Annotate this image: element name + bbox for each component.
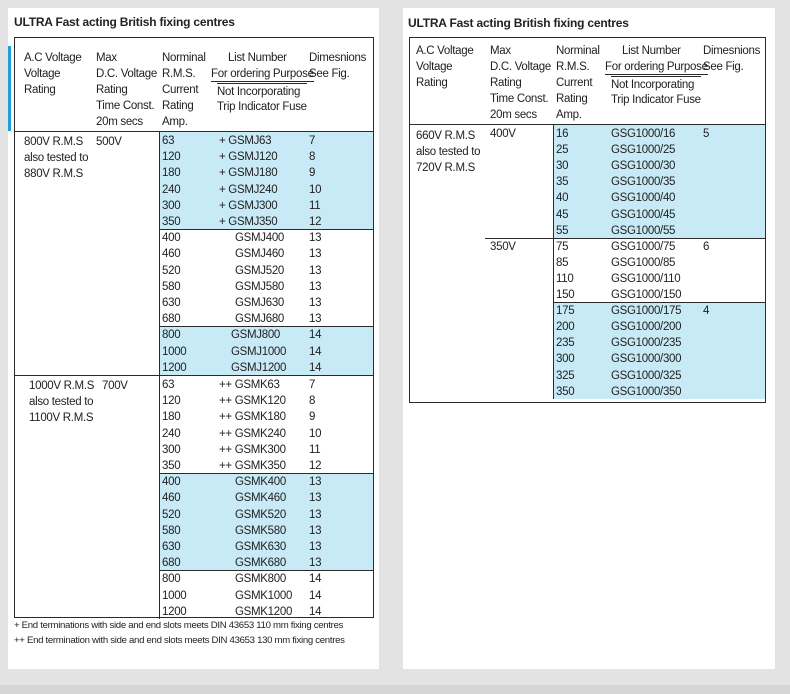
dimension-figure: 13 xyxy=(309,476,322,489)
current-rating: 1000 xyxy=(162,589,187,602)
table-row xyxy=(15,360,373,376)
table-row xyxy=(410,368,765,384)
table-row xyxy=(410,335,765,351)
table-row xyxy=(15,571,373,587)
current-rating: 40 xyxy=(556,192,569,205)
table-row xyxy=(410,351,765,367)
header-current-rating: Norminal R.M.S. Current Rating Amp. xyxy=(162,52,206,128)
dimension-figure: 14 xyxy=(309,329,322,342)
list-number: GSMK400 xyxy=(235,476,286,489)
current-rating: 25 xyxy=(556,144,569,157)
current-rating: 30 xyxy=(556,160,569,173)
table-row xyxy=(15,507,373,523)
list-number: GSMJ1200 xyxy=(231,361,287,374)
current-rating: 300 xyxy=(556,353,575,366)
list-number: + GSMJ120 xyxy=(219,151,278,164)
list-number: ++ GSMK240 xyxy=(219,427,286,440)
dc-voltage-rating: 700V xyxy=(102,380,128,392)
header-dc-voltage: Max D.C. Voltage Rating Time Const. 20m secs xyxy=(96,52,157,128)
header-current-rating: Norminal R.M.S. Current Rating Amp. xyxy=(556,45,600,121)
dimension-figure: 13 xyxy=(309,313,322,326)
table-row xyxy=(15,279,373,295)
table-row xyxy=(15,539,373,555)
current-rating: 520 xyxy=(162,508,181,521)
list-number: GSG1000/175 xyxy=(611,305,682,318)
current-rating: 680 xyxy=(162,557,181,570)
list-number: GSG1000/200 xyxy=(611,321,682,334)
current-rating: 16 xyxy=(556,128,569,140)
list-number: GSG1000/40 xyxy=(611,192,676,205)
current-rating: 180 xyxy=(162,411,181,424)
table-row xyxy=(15,377,373,393)
current-rating: 400 xyxy=(162,232,181,245)
current-rating: 800 xyxy=(162,329,181,342)
table-row xyxy=(15,604,373,620)
list-number: + GSMJ300 xyxy=(219,199,278,212)
list-number: GSG1000/16 xyxy=(611,128,676,140)
dimension-figure: 11 xyxy=(309,443,321,456)
dimension-figure: 6 xyxy=(703,240,710,253)
table-row xyxy=(15,149,373,165)
dimension-figure: 13 xyxy=(309,492,322,505)
dimension-figure: 8 xyxy=(309,395,316,408)
table-row xyxy=(410,190,765,206)
fuse-table-left xyxy=(14,37,374,618)
table-row xyxy=(410,223,765,239)
column-divider xyxy=(553,125,554,399)
table-row xyxy=(15,295,373,311)
dimension-figure: 7 xyxy=(309,379,316,391)
dimension-figure: 12 xyxy=(309,216,322,228)
table-row xyxy=(15,311,373,327)
bottom-bar xyxy=(0,685,790,694)
current-rating: 1200 xyxy=(162,605,187,618)
table-row xyxy=(410,126,765,142)
list-number: GSG1000/45 xyxy=(611,208,676,221)
table-row xyxy=(15,426,373,442)
table-row xyxy=(15,230,373,246)
table-row xyxy=(410,303,765,319)
list-number: GSG1000/30 xyxy=(611,160,676,173)
ac-voltage-rating: 800V R.M.S also tested to 880V R.M.S xyxy=(24,136,89,180)
list-number: ++ GSMK300 xyxy=(219,443,286,456)
list-number: GSMJ520 xyxy=(235,264,285,277)
dimension-figure: 13 xyxy=(309,557,322,570)
list-number: ++ GSMK350 xyxy=(219,460,286,472)
current-rating: 300 xyxy=(162,199,181,212)
dimension-figure: 9 xyxy=(309,167,316,180)
list-number: ++ GSMK180 xyxy=(219,411,286,424)
header-dc-voltage: Max D.C. Voltage Rating Time Const. 20m secs xyxy=(490,45,551,121)
current-rating: 630 xyxy=(162,297,181,309)
header-list-number: List Number xyxy=(228,52,287,64)
table-row xyxy=(15,344,373,360)
current-rating: 350 xyxy=(162,216,181,228)
table-row xyxy=(410,287,765,303)
table-row xyxy=(410,174,765,190)
table-row xyxy=(15,327,373,343)
dimension-figure: 14 xyxy=(309,605,322,618)
list-number: + GSMJ180 xyxy=(219,167,278,180)
list-number: GSMK800 xyxy=(235,573,286,586)
list-number: GSMJ680 xyxy=(235,313,285,326)
accent-bar xyxy=(8,46,11,131)
table-row xyxy=(15,133,373,149)
list-number: GSMK680 xyxy=(235,557,286,570)
list-number: GSG1000/110 xyxy=(611,272,681,285)
list-number: GSMJ400 xyxy=(235,232,285,245)
table-row xyxy=(15,393,373,409)
table-row xyxy=(15,214,373,230)
list-number: GSG1000/35 xyxy=(611,176,676,189)
dimension-figure: 7 xyxy=(309,135,316,147)
current-rating: 200 xyxy=(556,321,575,334)
list-number: GSG1000/300 xyxy=(611,353,682,366)
header-ac-voltage: A.C Voltage Voltage Rating xyxy=(24,52,82,96)
current-rating: 800 xyxy=(162,573,181,586)
list-number: ++ GSMK120 xyxy=(219,395,286,408)
list-number: + GSMJ63 xyxy=(219,135,272,147)
list-number: ++ GSMK63 xyxy=(219,379,280,391)
table-row xyxy=(15,165,373,181)
list-number: GSMK460 xyxy=(235,492,286,505)
dimension-figure: 13 xyxy=(309,264,322,277)
list-number: GSMJ1000 xyxy=(231,345,287,358)
current-rating: 520 xyxy=(162,264,181,277)
header-list-number: List Number xyxy=(622,45,681,57)
table-row xyxy=(15,458,373,474)
current-rating: 680 xyxy=(162,313,181,326)
dimension-figure: 14 xyxy=(309,573,322,586)
current-rating: 460 xyxy=(162,248,181,261)
list-number: GSG1000/55 xyxy=(611,224,676,237)
table-row xyxy=(15,409,373,425)
table-row xyxy=(15,246,373,262)
list-number: GSG1000/150 xyxy=(611,289,682,301)
header-dimensions: Dimesnions See Fig. xyxy=(703,45,761,73)
list-number: GSMJ580 xyxy=(235,280,285,293)
dimension-figure: 12 xyxy=(309,460,322,472)
current-rating: 235 xyxy=(556,337,575,350)
current-rating: 35 xyxy=(556,176,569,189)
list-number: GSMK630 xyxy=(235,541,286,553)
list-number: GSG1000/325 xyxy=(611,369,682,382)
current-rating: 350 xyxy=(162,460,181,472)
header-ac-voltage: A.C Voltage Voltage Rating xyxy=(416,45,474,89)
current-rating: 580 xyxy=(162,524,181,537)
list-number: GSG1000/350 xyxy=(611,385,682,398)
dimension-figure: 14 xyxy=(309,589,322,602)
current-rating: 45 xyxy=(556,208,569,221)
header-ordering-purpose: For ordering Purpose xyxy=(605,61,708,73)
current-rating: 55 xyxy=(556,224,569,237)
dc-voltage-rating: 350V xyxy=(490,240,516,253)
table-row xyxy=(15,555,373,571)
current-rating: 630 xyxy=(162,541,181,553)
current-rating: 240 xyxy=(162,183,181,196)
dimension-figure: 4 xyxy=(703,305,710,318)
dimension-figure: 13 xyxy=(309,297,322,309)
list-number: GSMK1000 xyxy=(235,589,293,602)
current-rating: 85 xyxy=(556,256,569,269)
table-row xyxy=(15,442,373,458)
list-number: GSG1000/75 xyxy=(611,240,676,253)
table-row xyxy=(410,255,765,271)
dimension-figure: 10 xyxy=(309,183,322,196)
table-row xyxy=(15,490,373,506)
table-row xyxy=(410,142,765,158)
dimension-figure: 14 xyxy=(309,345,322,358)
dc-voltage-rating: 400V xyxy=(490,128,516,140)
current-rating: 400 xyxy=(162,476,181,489)
list-number: GSG1000/85 xyxy=(611,256,676,269)
table-row xyxy=(410,158,765,174)
fuse-table-right xyxy=(409,37,766,403)
left-panel xyxy=(8,8,379,669)
current-rating: 460 xyxy=(162,492,181,505)
current-rating: 240 xyxy=(162,427,181,440)
list-number: + GSMJ350 xyxy=(219,216,278,228)
current-rating: 1200 xyxy=(162,361,187,374)
current-rating: 325 xyxy=(556,369,575,382)
dimension-figure: 13 xyxy=(309,524,322,537)
current-rating: 1000 xyxy=(162,345,187,358)
table-row xyxy=(15,474,373,490)
dimension-figure: 14 xyxy=(309,361,322,374)
current-rating: 580 xyxy=(162,280,181,293)
header-not-incorporating: Not Incorporating Trip Indicator Fuse xyxy=(611,76,701,108)
list-number: GSMJ460 xyxy=(235,248,285,261)
current-rating: 120 xyxy=(162,151,181,164)
table-row xyxy=(15,198,373,214)
panel-title: ULTRA Fast acting British fixing centres xyxy=(14,15,235,29)
table-row xyxy=(410,239,765,255)
current-rating: 300 xyxy=(162,443,181,456)
table-row xyxy=(410,271,765,287)
table-row xyxy=(410,384,765,400)
table-row xyxy=(410,319,765,335)
current-rating: 120 xyxy=(162,395,181,408)
dc-voltage-rating: 500V xyxy=(96,136,122,148)
table-row xyxy=(15,182,373,198)
footnote-double-plus: ++ End termination with side and end slots meets DIN 43653 130 mm fixing centres xyxy=(14,635,345,646)
list-number: GSMK580 xyxy=(235,524,286,537)
footnote-single-plus: + End terminations with side and end slots meets DIN 43653 110 mm fixing centres xyxy=(14,620,344,631)
current-rating: 110 xyxy=(556,272,574,285)
dimension-figure: 13 xyxy=(309,541,322,553)
table-row xyxy=(15,588,373,604)
dimension-figure: 10 xyxy=(309,427,322,440)
current-rating: 63 xyxy=(162,379,175,391)
list-number: + GSMJ240 xyxy=(219,183,278,196)
list-number: GSG1000/25 xyxy=(611,144,676,157)
dimension-figure: 5 xyxy=(703,128,710,140)
current-rating: 350 xyxy=(556,385,575,398)
header-ordering-purpose: For ordering Purpose xyxy=(211,68,314,80)
current-rating: 150 xyxy=(556,289,575,301)
list-number: GSMK520 xyxy=(235,508,286,521)
panel-title: ULTRA Fast acting British fixing centres xyxy=(408,16,629,30)
table-row xyxy=(15,523,373,539)
dimension-figure: 8 xyxy=(309,151,316,164)
ac-voltage-rating: 660V R.M.S also tested to 720V R.M.S xyxy=(416,130,481,174)
dimension-figure: 9 xyxy=(309,411,316,424)
list-number: GSG1000/235 xyxy=(611,337,682,350)
dimension-figure: 13 xyxy=(309,232,322,245)
current-rating: 63 xyxy=(162,135,175,147)
table-row xyxy=(410,207,765,223)
list-number: GSMJ800 xyxy=(231,329,281,342)
table-row xyxy=(15,263,373,279)
current-rating: 75 xyxy=(556,240,569,253)
list-number: GSMK1200 xyxy=(235,605,293,618)
current-rating: 175 xyxy=(556,305,575,318)
header-dimensions: Dimesnions See Fig. xyxy=(309,52,367,80)
list-number: GSMJ630 xyxy=(235,297,285,309)
dimension-figure: 13 xyxy=(309,280,322,293)
dimension-figure: 13 xyxy=(309,248,322,261)
header-not-incorporating: Not Incorporating Trip Indicator Fuse xyxy=(217,83,307,115)
current-rating: 180 xyxy=(162,167,181,180)
right-panel xyxy=(403,8,775,669)
ac-voltage-rating: 1000V R.M.S also tested to 1100V R.M.S xyxy=(29,380,95,424)
dimension-figure: 13 xyxy=(309,508,322,521)
dimension-figure: 11 xyxy=(309,199,321,212)
